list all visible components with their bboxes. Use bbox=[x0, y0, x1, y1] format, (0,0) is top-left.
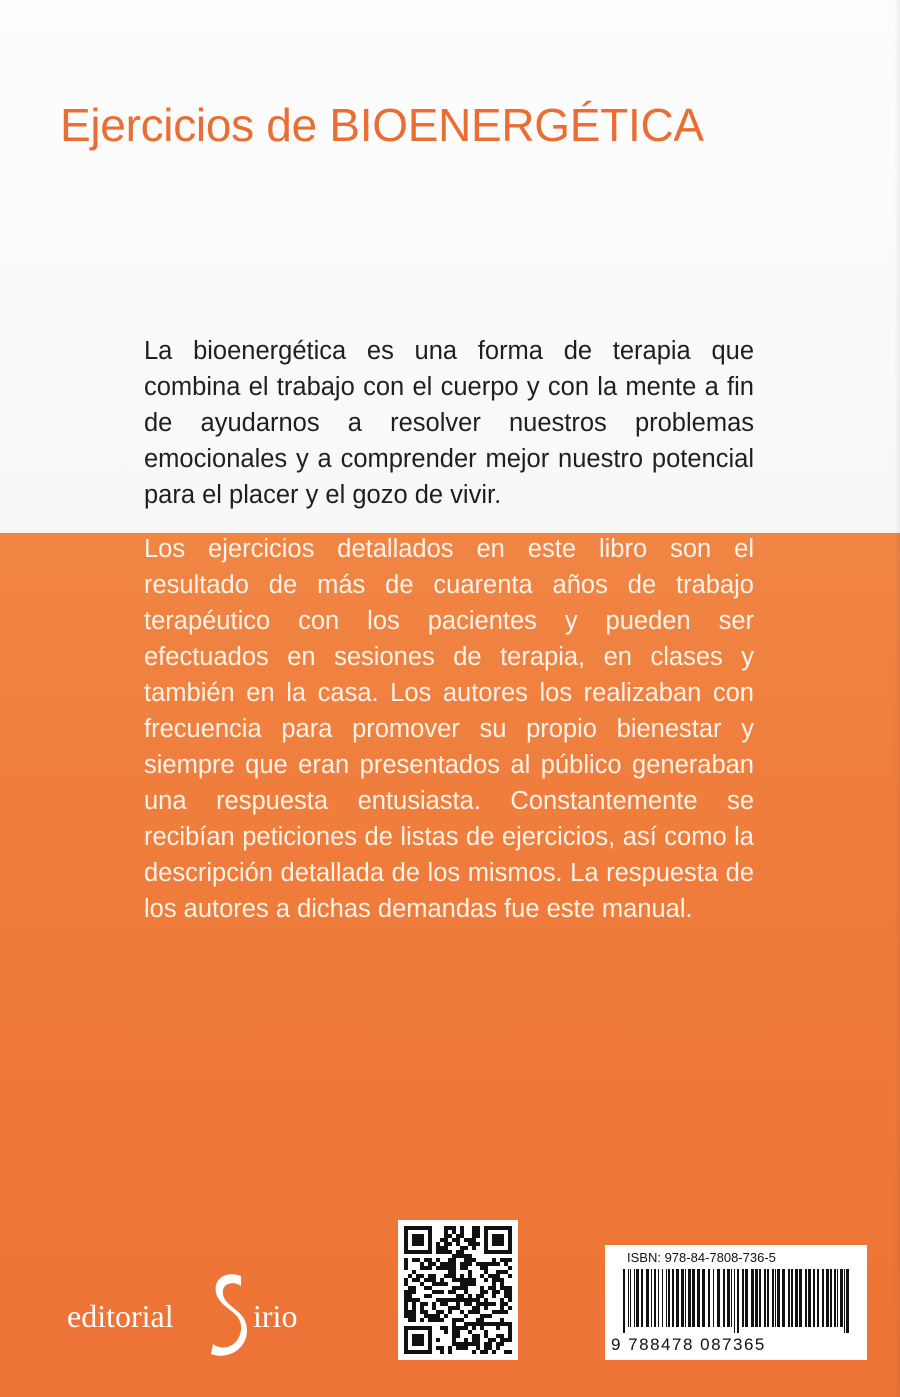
page-edge-shadow bbox=[894, 0, 900, 1397]
publisher-name-part2: irio bbox=[253, 1298, 298, 1334]
description-paragraph: Los ejercicios detallados en este libro son el resultado de más de cuarenta años de trabajo terapéutico con los pacientes y pueden ser efectuados en sesiones de terapia, en clases y también en la casa. Los autores los realizaban con frecuencia para promover su propio bienestar y siempre que eran presentados al público generaban una respuesta entusiasta. Constantemente se recibían peticiones de listas de ejercicios, así como la descripción detallada de los mismos. La respuesta de los autores a dichas demandas fue este manual. bbox=[144, 535, 754, 923]
qr-code-icon bbox=[404, 1226, 512, 1354]
book-title: Ejercicios de BIOENERGÉTICA bbox=[60, 99, 704, 151]
isbn-label: ISBN: 978-84-7808-736-5 bbox=[627, 1250, 776, 1265]
barcode-icon bbox=[619, 1269, 855, 1333]
barcode-block bbox=[605, 1245, 867, 1360]
publisher-name-part1: editorial bbox=[67, 1298, 174, 1334]
publisher-logo bbox=[67, 1268, 337, 1358]
barcode-digits: 9 788478 087365 bbox=[611, 1335, 766, 1354]
sirio-s-logo-icon bbox=[207, 1268, 251, 1358]
qr-code bbox=[398, 1220, 518, 1360]
intro-paragraph: La bioenergética es una forma de terapia que combina el trabajo con el cuerpo y con la mente a fin de ayudarnos a resolver nuestros problemas emocionales y a comprender mejor nuestro potencial para el placer y el gozo de vivir. bbox=[144, 337, 754, 509]
